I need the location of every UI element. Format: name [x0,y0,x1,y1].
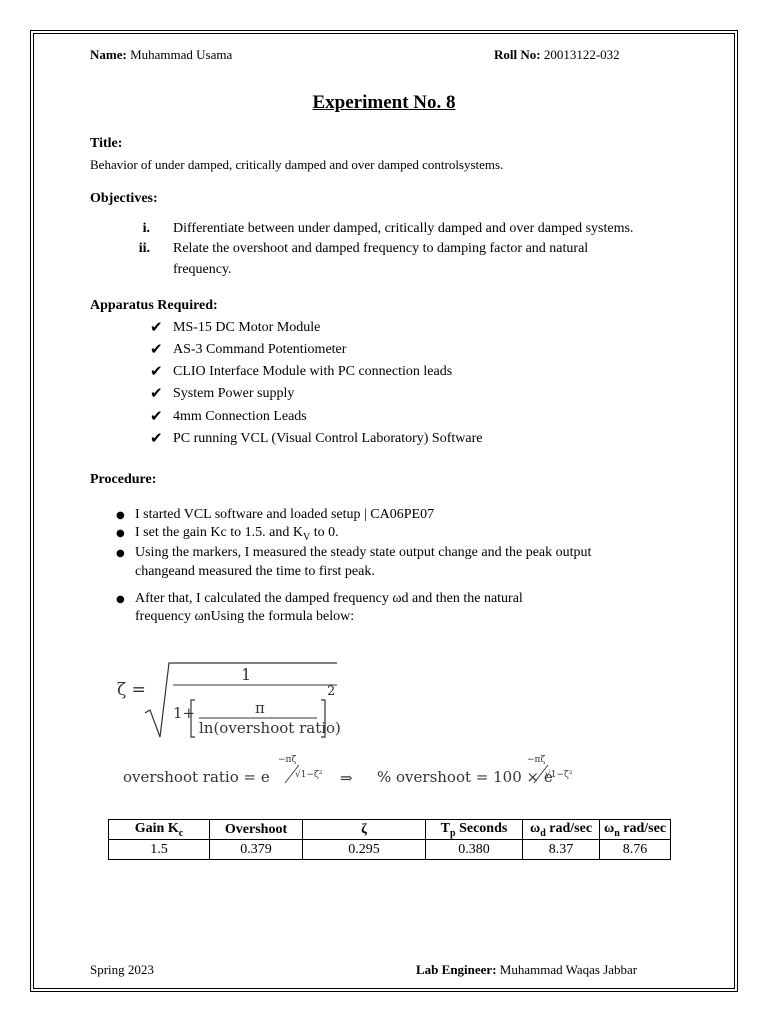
apparatus-item: AS-3 Command Potentiometer [173,342,347,357]
table-cell: 8.76 [600,840,671,860]
column-header-wd: $\omega_d$ rad/sec [523,820,600,840]
apparatus-item: 4mm Connection Leads [173,409,307,424]
formula-pi: π [255,699,265,717]
procedure-step-continued: changeand measured the time to first peak. [135,564,375,579]
table-cell: 0.380 [426,840,523,860]
table-cell: 0.379 [210,840,303,860]
name-label: Name: [90,47,127,62]
apparatus-heading: Apparatus Required: [90,298,218,313]
overshoot-ratio-left: overshoot ratio = e [123,768,270,786]
apparatus-item: CLIO Interface Module with PC connection leads [173,364,453,379]
objective-text: Differentiate between under damped, critically damped and over damped systems. [173,221,634,236]
formula-one-plus: 1+ [173,704,196,722]
table-cell: 8.37 [523,840,600,860]
checkmark-icon: ✔ [150,409,163,425]
bullet-icon: ● [116,548,125,559]
exponent-right-numerator: −πζ [527,755,546,765]
roll-value: 20013122-032 [543,47,620,62]
column-header-tp: $T_p$ Seconds [426,820,523,840]
column-header-wn: $\omega_n$ rad/sec [600,820,671,840]
roll-number [494,47,620,63]
objective-text: Relate the overshoot and damped frequency to damping factor and natural [173,241,589,256]
apparatus-item: MS-15 DC Motor Module [173,320,321,335]
table-row [109,840,671,860]
column-header-zeta: ζ [303,820,426,840]
damping-formula-image [115,655,615,790]
engineer-name: Muhammad Waqas Jabbar [499,962,638,977]
name-value: Muhammad Usama [130,47,233,62]
apparatus-item: PC running VCL (Visual Control Laboratory) Software [173,431,483,446]
bullet-icon: ● [116,510,125,521]
percent-overshoot: % overshoot = 100 × e [377,768,553,786]
engineer-label: Lab Engineer: [416,962,497,977]
title-heading: Title: [90,136,123,151]
exponent-left-numerator: −πζ [278,755,297,765]
column-header-overshoot: Overshoot [210,820,303,840]
title-text: Behavior of under damped, critically damped and over damped controlsystems. [90,157,504,172]
objective-number: ii. [138,241,150,256]
checkmark-icon: ✔ [150,386,163,402]
formula-numerator: 1 [241,665,252,684]
exponent-left-denominator: √1−ζ² [295,770,323,780]
student-name [90,47,232,63]
procedure-step: I set the gain Kc to 1.5. and $K_V$ to 0. [135,525,339,543]
checkmark-icon: ✔ [150,364,163,380]
objective-number: i. [142,221,150,236]
exponent-right-denominator: √1−ζ² [545,770,573,780]
table-header-row [109,820,671,840]
checkmark-icon: ✔ [150,320,163,336]
zeta-equals: ζ = [117,680,146,700]
footer-lab-engineer [416,962,637,978]
column-header-gain: Gain $K_c$ [109,820,210,840]
roll-label: Roll No: [494,47,541,62]
formula-ln: ln(overshoot ratio) [199,719,341,737]
bullet-icon: ● [116,528,125,539]
implies-arrow: ⇒ [340,769,353,787]
procedure-step: After that, I calculated the damped frequency ωd and then the natural [135,591,523,606]
procedure-step: Using the markers, I measured the steady state output change and the peak output [135,545,592,560]
table-cell: 0.295 [303,840,426,860]
objectives-heading: Objectives: [90,191,158,206]
formula-square: 2 [327,684,336,699]
apparatus-item: System Power supply [173,386,295,401]
objective-text-continued: frequency. [173,262,232,277]
procedure-step: I started VCL software and loaded setup | CA06PE07 [135,507,435,522]
footer-semester: Spring 2023 [90,962,154,977]
procedure-step-continued: frequency ωnUsing the formula below: [135,609,355,624]
table-cell: 1.5 [109,840,210,860]
checkmark-icon: ✔ [150,431,163,447]
checkmark-icon: ✔ [150,342,163,358]
results-table [108,819,671,860]
bullet-icon: ● [116,594,125,605]
experiment-title: Experiment No. 8 [312,92,456,113]
procedure-heading: Procedure: [90,472,157,487]
